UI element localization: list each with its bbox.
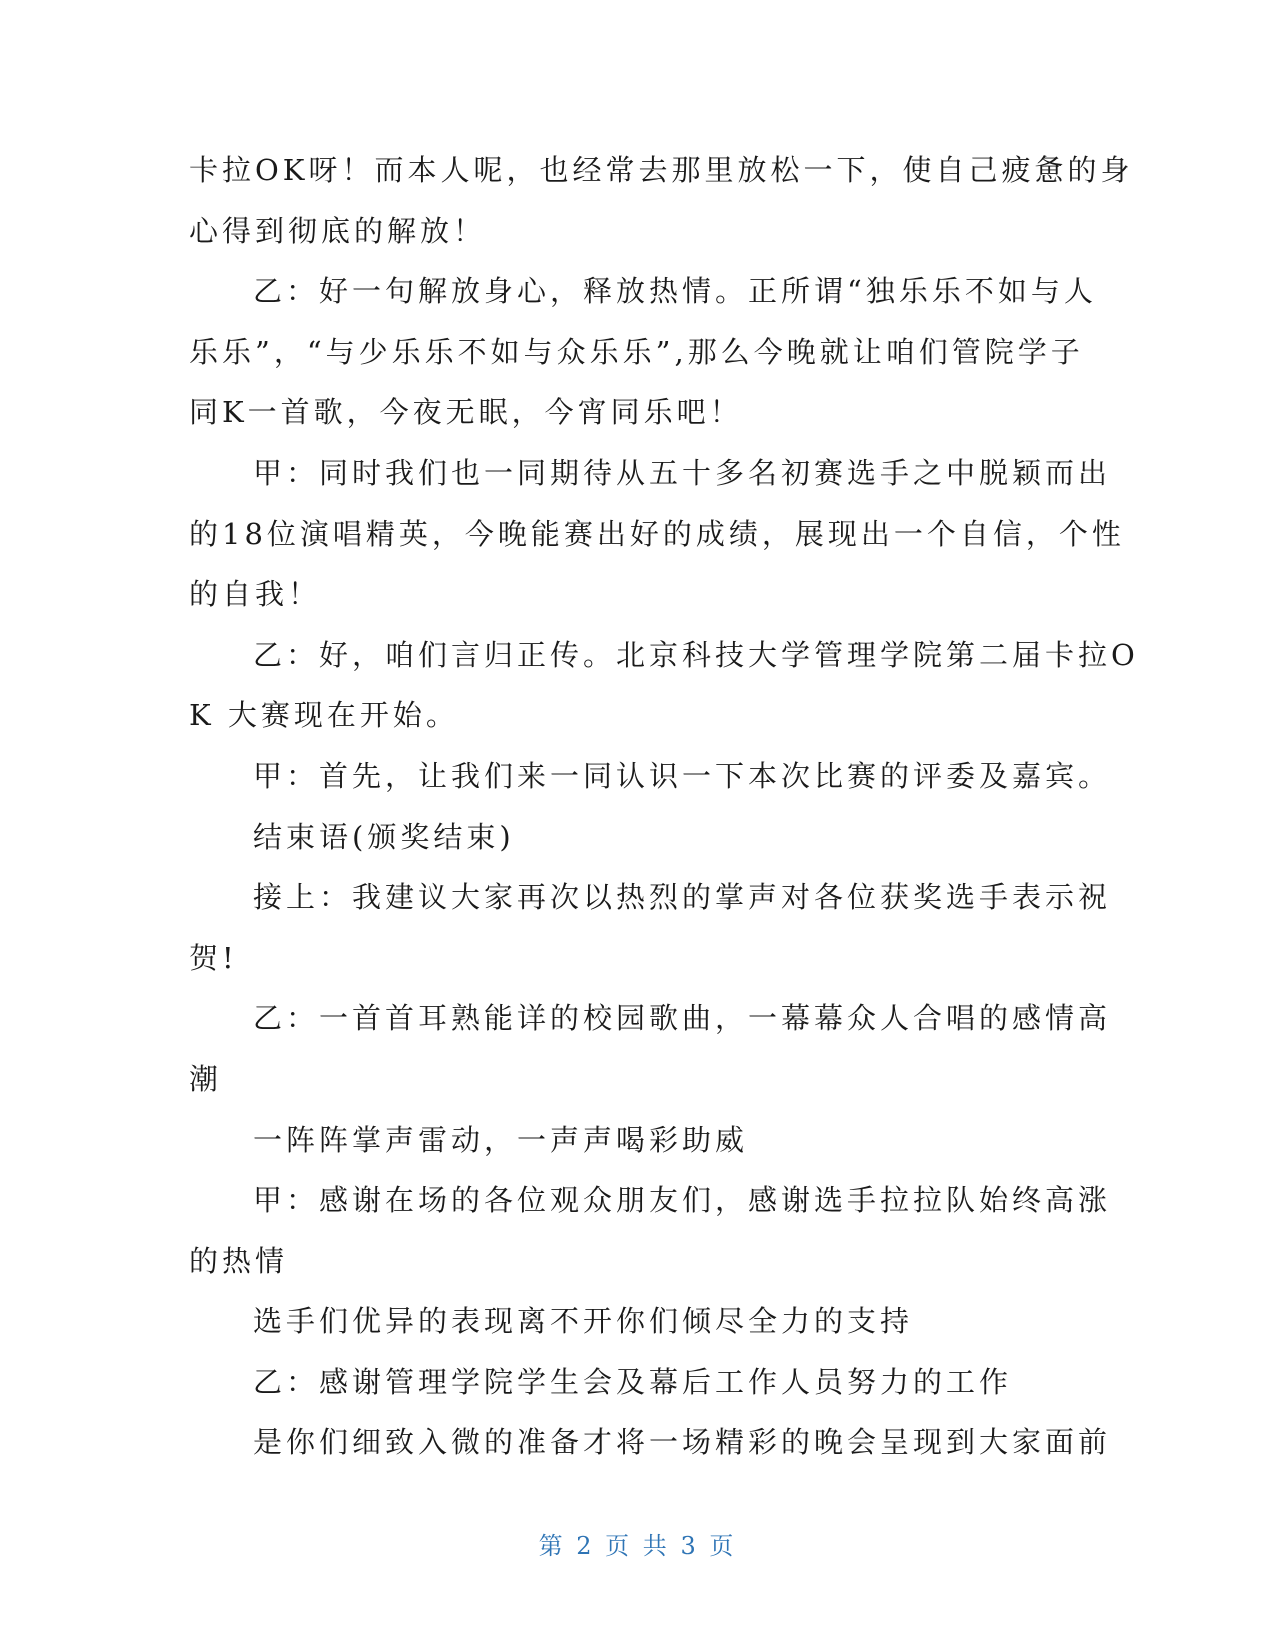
text-line: 乙：好，咱们言归正传。北京科技大学管理学院第二届卡拉O — [253, 637, 1139, 672]
text-line: 乙：感谢管理学院学生会及幕后工作人员努力的工作 — [253, 1364, 1013, 1399]
text-line: 一阵阵掌声雷动，一声声喝彩助威 — [253, 1122, 749, 1157]
text-line: 的18位演唱精英，今晚能赛出好的成绩，展现出一个自信，个性 — [189, 516, 1125, 551]
text-line: 乐乐”，“与少乐乐不如与众乐乐”,那么今晚就让咱们管院学子 — [189, 334, 1084, 369]
text-line: 乙：一首首耳熟能详的校园歌曲，一幕幕众人合唱的感情高 — [253, 1001, 1112, 1036]
text-line: 的热情 — [189, 1243, 289, 1278]
text-line: 乙：好一句解放身心，释放热情。正所谓“独乐乐不如与人 — [253, 274, 1097, 309]
text-line: 甲：感谢在场的各位观众朋友们，感谢选手拉拉队始终高涨 — [253, 1183, 1112, 1218]
text-line: 贺! — [189, 940, 238, 975]
text-line: 潮 — [189, 1061, 223, 1096]
text-line: 的自我！ — [189, 577, 322, 612]
text-line: 卡拉OK呀！而本人呢，也经常去那里放松一下，使自己疲惫的身 — [189, 153, 1134, 187]
text-line: 甲：同时我们也一同期待从五十多名初赛选手之中脱颖而出 — [253, 455, 1112, 490]
text-line: K 大赛现在开始。 — [189, 698, 459, 733]
document-body — [189, 140, 1139, 1473]
text-line: 接上：我建议大家再次以热烈的掌声对各位获奖选手表示祝 — [253, 880, 1112, 915]
text-line: 甲：首先，让我们来一同认识一下本次比赛的评委及嘉宾。 — [253, 758, 1112, 793]
text-line: 结束语(颁奖结束) — [253, 819, 515, 854]
text-line: 心得到彻底的解放！ — [189, 213, 487, 248]
text-line: 选手们优异的表现离不开你们倾尽全力的支持 — [253, 1304, 914, 1339]
text-line: 是你们细致入微的准备才将一场精彩的晚会呈现到大家面前 — [253, 1425, 1112, 1460]
page-number-footer: 第 2 页 共 3 页 — [538, 1532, 737, 1560]
text-line: 同K一首歌，今夜无眠，今宵同乐吧！ — [189, 395, 743, 430]
